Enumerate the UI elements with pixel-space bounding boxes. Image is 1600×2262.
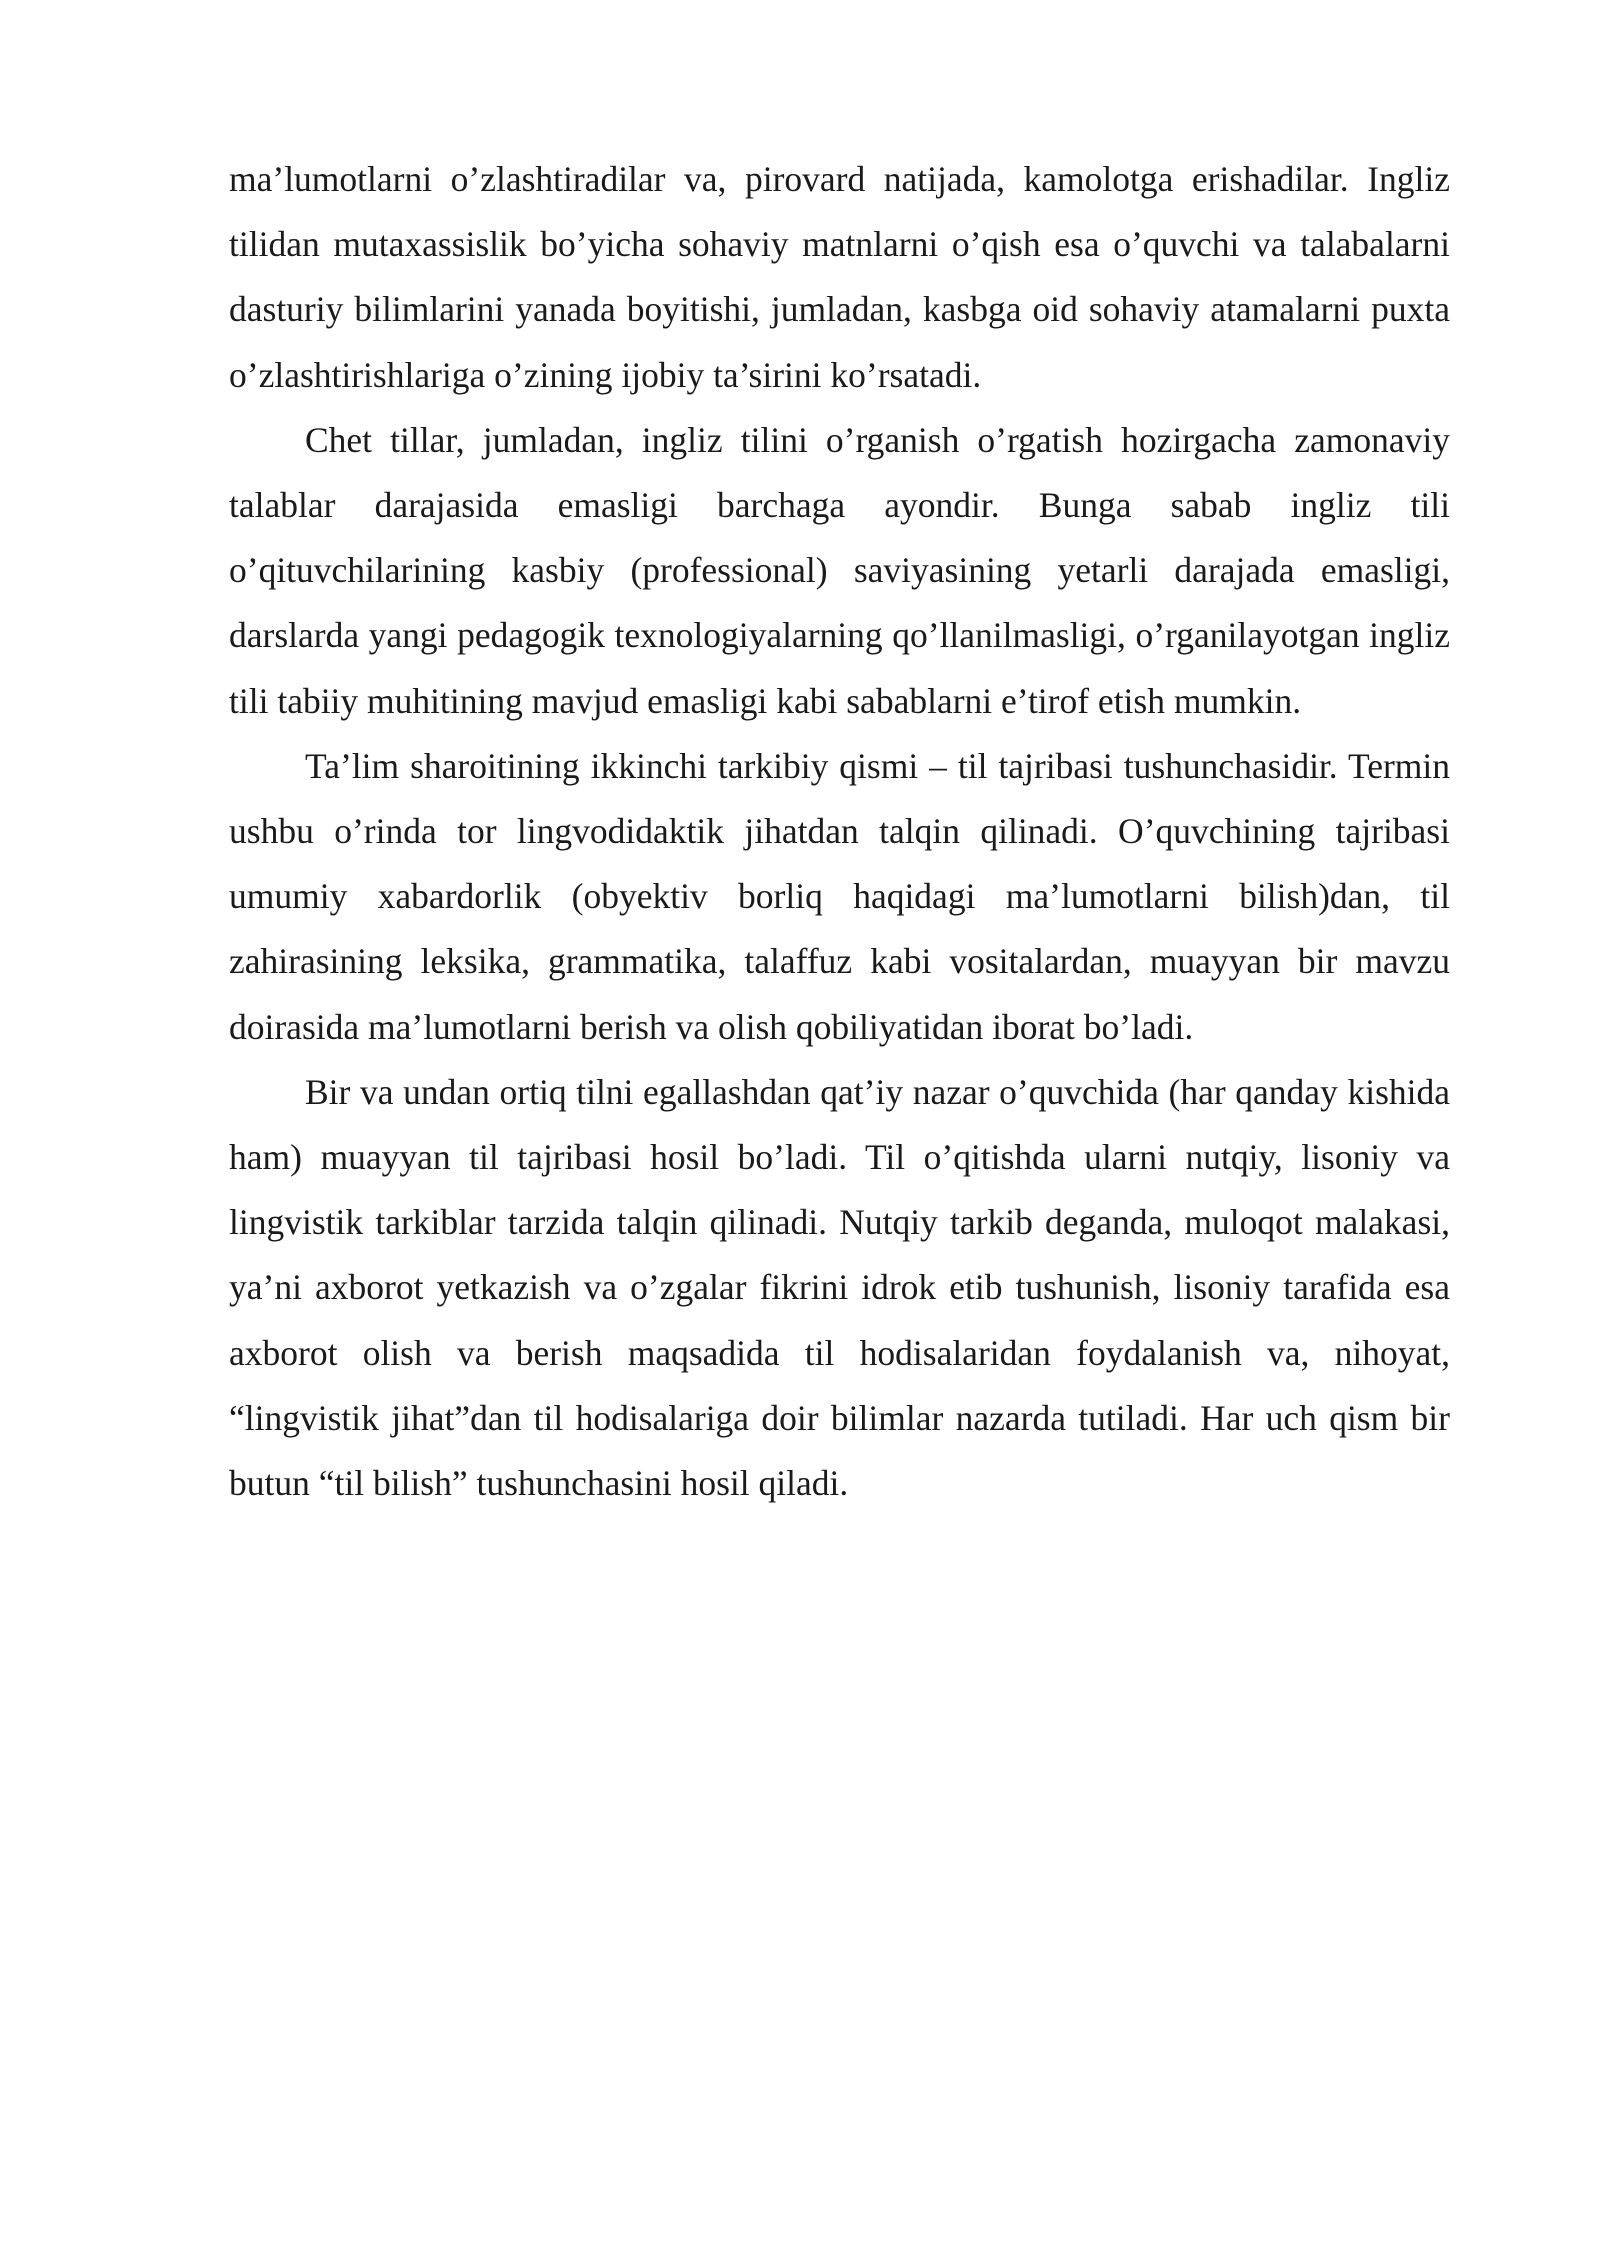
paragraph-3: Ta’lim sharoitining ikkinchi tarkibiy qismi – til tajribasi tushunchasidir. Termin ushbu o’rinda tor lingvodidaktik jihatdan talqin qilinadi. O’quvchining tajribasi umumiy xabardorlik (obyektiv borliq haqidagi ma’lumotlarni bilish)dan, til zahirasining leksika, grammatika, talaffuz kabi vositalardan, muayyan bir mavzu doirasida ma’lumotlarni berish va olish qobiliyatidan iborat bo’ladi.: [229, 745, 1450, 1047]
paragraph-1: ma’lumotlarni o’zlashtiradilar va, pirovard natijada, kamolotga erishadilar. Ingliz tilidan mutaxassislik bo’yicha sohaviy matnlarni o’qish esa o’quvchi va talabalarni dasturiy bilimlarini yanada boyitishi, jumladan, kasbga oid sohaviy atamalarni puxta o’zlashtirishlariga o’zining ijobiy ta’sirini ko’rsatadi.: [229, 159, 1450, 395]
paragraph-4: Bir va undan ortiq tilni egallashdan qat’iy nazar o’quvchida (har qanday kishida ham) muayyan til tajribasi hosil bo’ladi. Til o’qitishda ularni nutqiy, lisoniy va lingvistik tarkiblar tarzida talqin qilinadi. Nutqiy tarkib deganda, muloqot malakasi, ya’ni axborot yetkazish va o’zgalar fikrini idrok etib tushunish, lisoniy tarafida esa axborot olish va berish maqsadida til hodisalaridan foydalanish va, nihoyat, “lingvistik jihat”dan til hodisalariga doir bilimlar nazarda tutiladi. Har uch qism bir butun “til bilish” tushunchasini hosil qiladi.: [229, 1071, 1450, 1504]
document-page: [229, 147, 1450, 1516]
paragraph-2: Chet tillar, jumladan, ingliz tilini o’rganish o’rgatish hozirgacha zamonaviy talablar darajasida emasligi barchaga ayondir. Bunga sabab ingliz tili o’qituvchilarining kasbiy (professional) saviyasining yetarli darajada emasligi, darslarda yangi pedagogik texnologiyalarning qo’llanilmasligi, o’rganilayotgan ingliz tili tabiiy muhitining mavjud emasligi kabi sabablarni e’tirof etish mumkin.: [229, 419, 1450, 721]
